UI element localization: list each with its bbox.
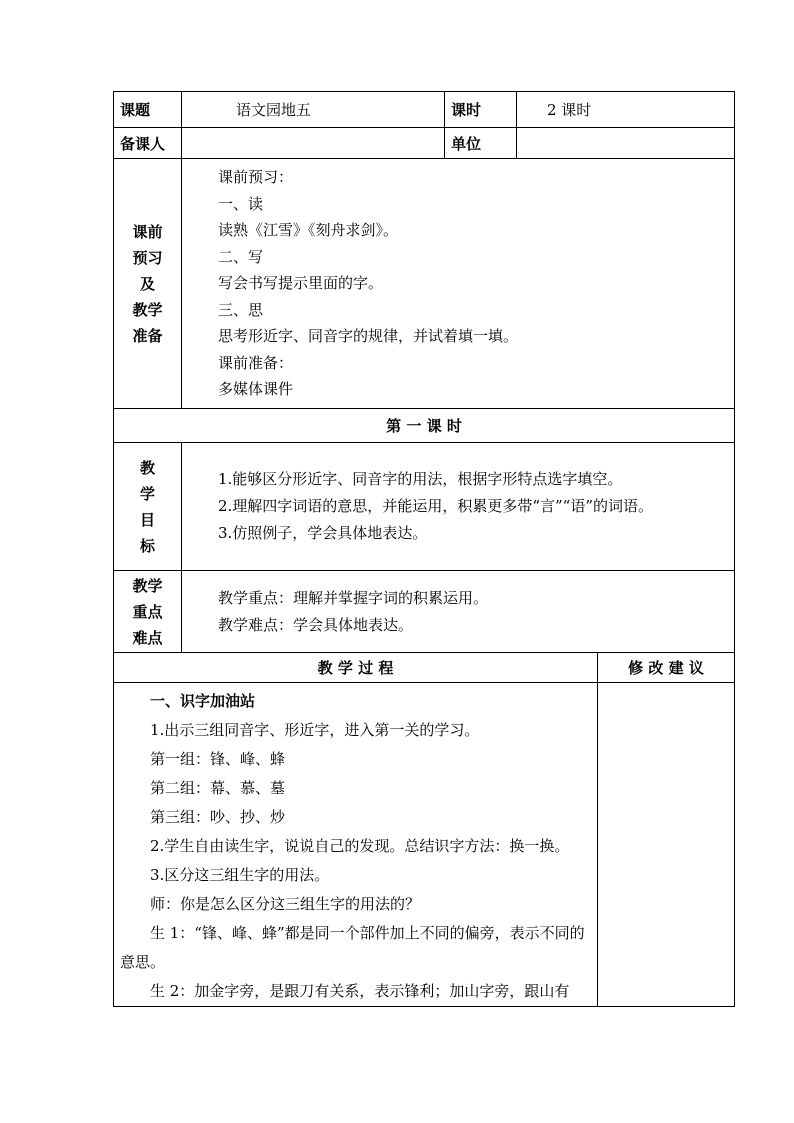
process-line: 第一组：锋、峰、蜂 [150, 750, 286, 768]
process-content [114, 683, 598, 1007]
keypoints-row [114, 571, 735, 653]
goals-row [114, 443, 735, 571]
preview-line: 二、写 [218, 247, 264, 266]
preview-line: 多媒体课件 [218, 380, 294, 399]
process-line: 2.学生自由读生字，说说自己的发现。总结识字方法：换一换。 [150, 837, 570, 855]
preview-line: 三、思 [218, 300, 264, 319]
goal-line: 2.理解四字词语的意思，并能运用，积累更多带“言”“语”的词语。 [218, 497, 653, 515]
topic-value: 语文园地五 [182, 92, 445, 128]
process-header-row [114, 653, 735, 683]
process-line: 1.出示三组同音字、形近字，进入第一关的学习。 [150, 721, 480, 739]
process-title: 教 学 过 程 [114, 653, 598, 683]
goals-label-line: 学 [139, 484, 155, 503]
preview-line: 课前准备： [218, 353, 294, 372]
hours-value: 2 课时 [517, 92, 735, 128]
unit-value [517, 128, 735, 159]
process-line: 3.区分这三组生字的用法。 [150, 866, 330, 884]
preparer-value [182, 128, 445, 159]
preview-label-line: 教学 [132, 300, 163, 319]
preview-row [114, 159, 735, 409]
preparer-row [114, 128, 735, 159]
preview-line: 课前预习： [218, 168, 294, 187]
goal-line: 3.仿照例子，学会具体地表达。 [218, 524, 428, 542]
keypoint-line: 教学难点：学会具体地表达。 [218, 615, 414, 634]
keypoints-label-line: 教学 [132, 576, 163, 595]
unit-label: 单位 [445, 128, 517, 159]
topic-label: 课题 [114, 92, 182, 128]
keypoints-label-line: 难点 [132, 628, 163, 647]
preview-content [182, 159, 735, 409]
goal-line: 1.能够区分形近字、同音字的用法，根据字形特点选字填空。 [218, 470, 623, 488]
process-line: 生 1：“锋、峰、蜂”都是同一个部件加上不同的偏旁，表示不同的意思。 [120, 924, 585, 971]
preview-label-line: 及 [139, 274, 155, 293]
preview-line: 读熟《江雪》《刻舟求剑》。 [218, 221, 399, 240]
preview-label-line: 预习 [132, 248, 163, 267]
process-heading: 一、识字加油站 [150, 692, 256, 710]
process-line: 第二组：幕、慕、墓 [150, 779, 286, 797]
preview-label-line: 课前 [132, 222, 163, 241]
preview-label [114, 159, 182, 409]
keypoints-label [114, 571, 182, 653]
suggest-content [598, 683, 735, 1007]
first-lesson-row [114, 409, 735, 443]
goals-label-line: 标 [139, 536, 155, 555]
preparer-label: 备课人 [114, 128, 182, 159]
preview-label-line: 准备 [132, 326, 163, 345]
process-body-row [114, 683, 735, 1007]
process-line: 师：你是怎么区分这三组生字的用法的？ [150, 895, 421, 913]
goals-label [114, 443, 182, 571]
lesson-plan-table [113, 91, 735, 1007]
keypoint-line: 教学重点：理解并掌握字词的积累运用。 [218, 588, 489, 607]
preview-line: 思考形近字、同音字的规律，并试着填一填。 [218, 327, 519, 346]
process-line: 第三组：吵、抄、炒 [150, 808, 286, 826]
preview-line: 写会书写提示里面的字。 [218, 274, 384, 293]
hours-label: 课时 [445, 92, 517, 128]
topic-row [114, 92, 735, 128]
preview-line: 一、读 [218, 194, 264, 213]
goals-content [182, 443, 735, 571]
keypoints-label-line: 重点 [132, 602, 163, 621]
goals-label-line: 目 [139, 510, 155, 529]
goals-label-line: 教 [139, 458, 155, 477]
process-line: 生 2：加金字旁，是跟刀有关系，表示锋利；加山字旁，跟山有 [150, 982, 570, 1000]
keypoints-content [182, 571, 735, 653]
suggest-title: 修 改 建 议 [598, 653, 735, 683]
first-lesson-title: 第 一 课 时 [114, 409, 735, 443]
